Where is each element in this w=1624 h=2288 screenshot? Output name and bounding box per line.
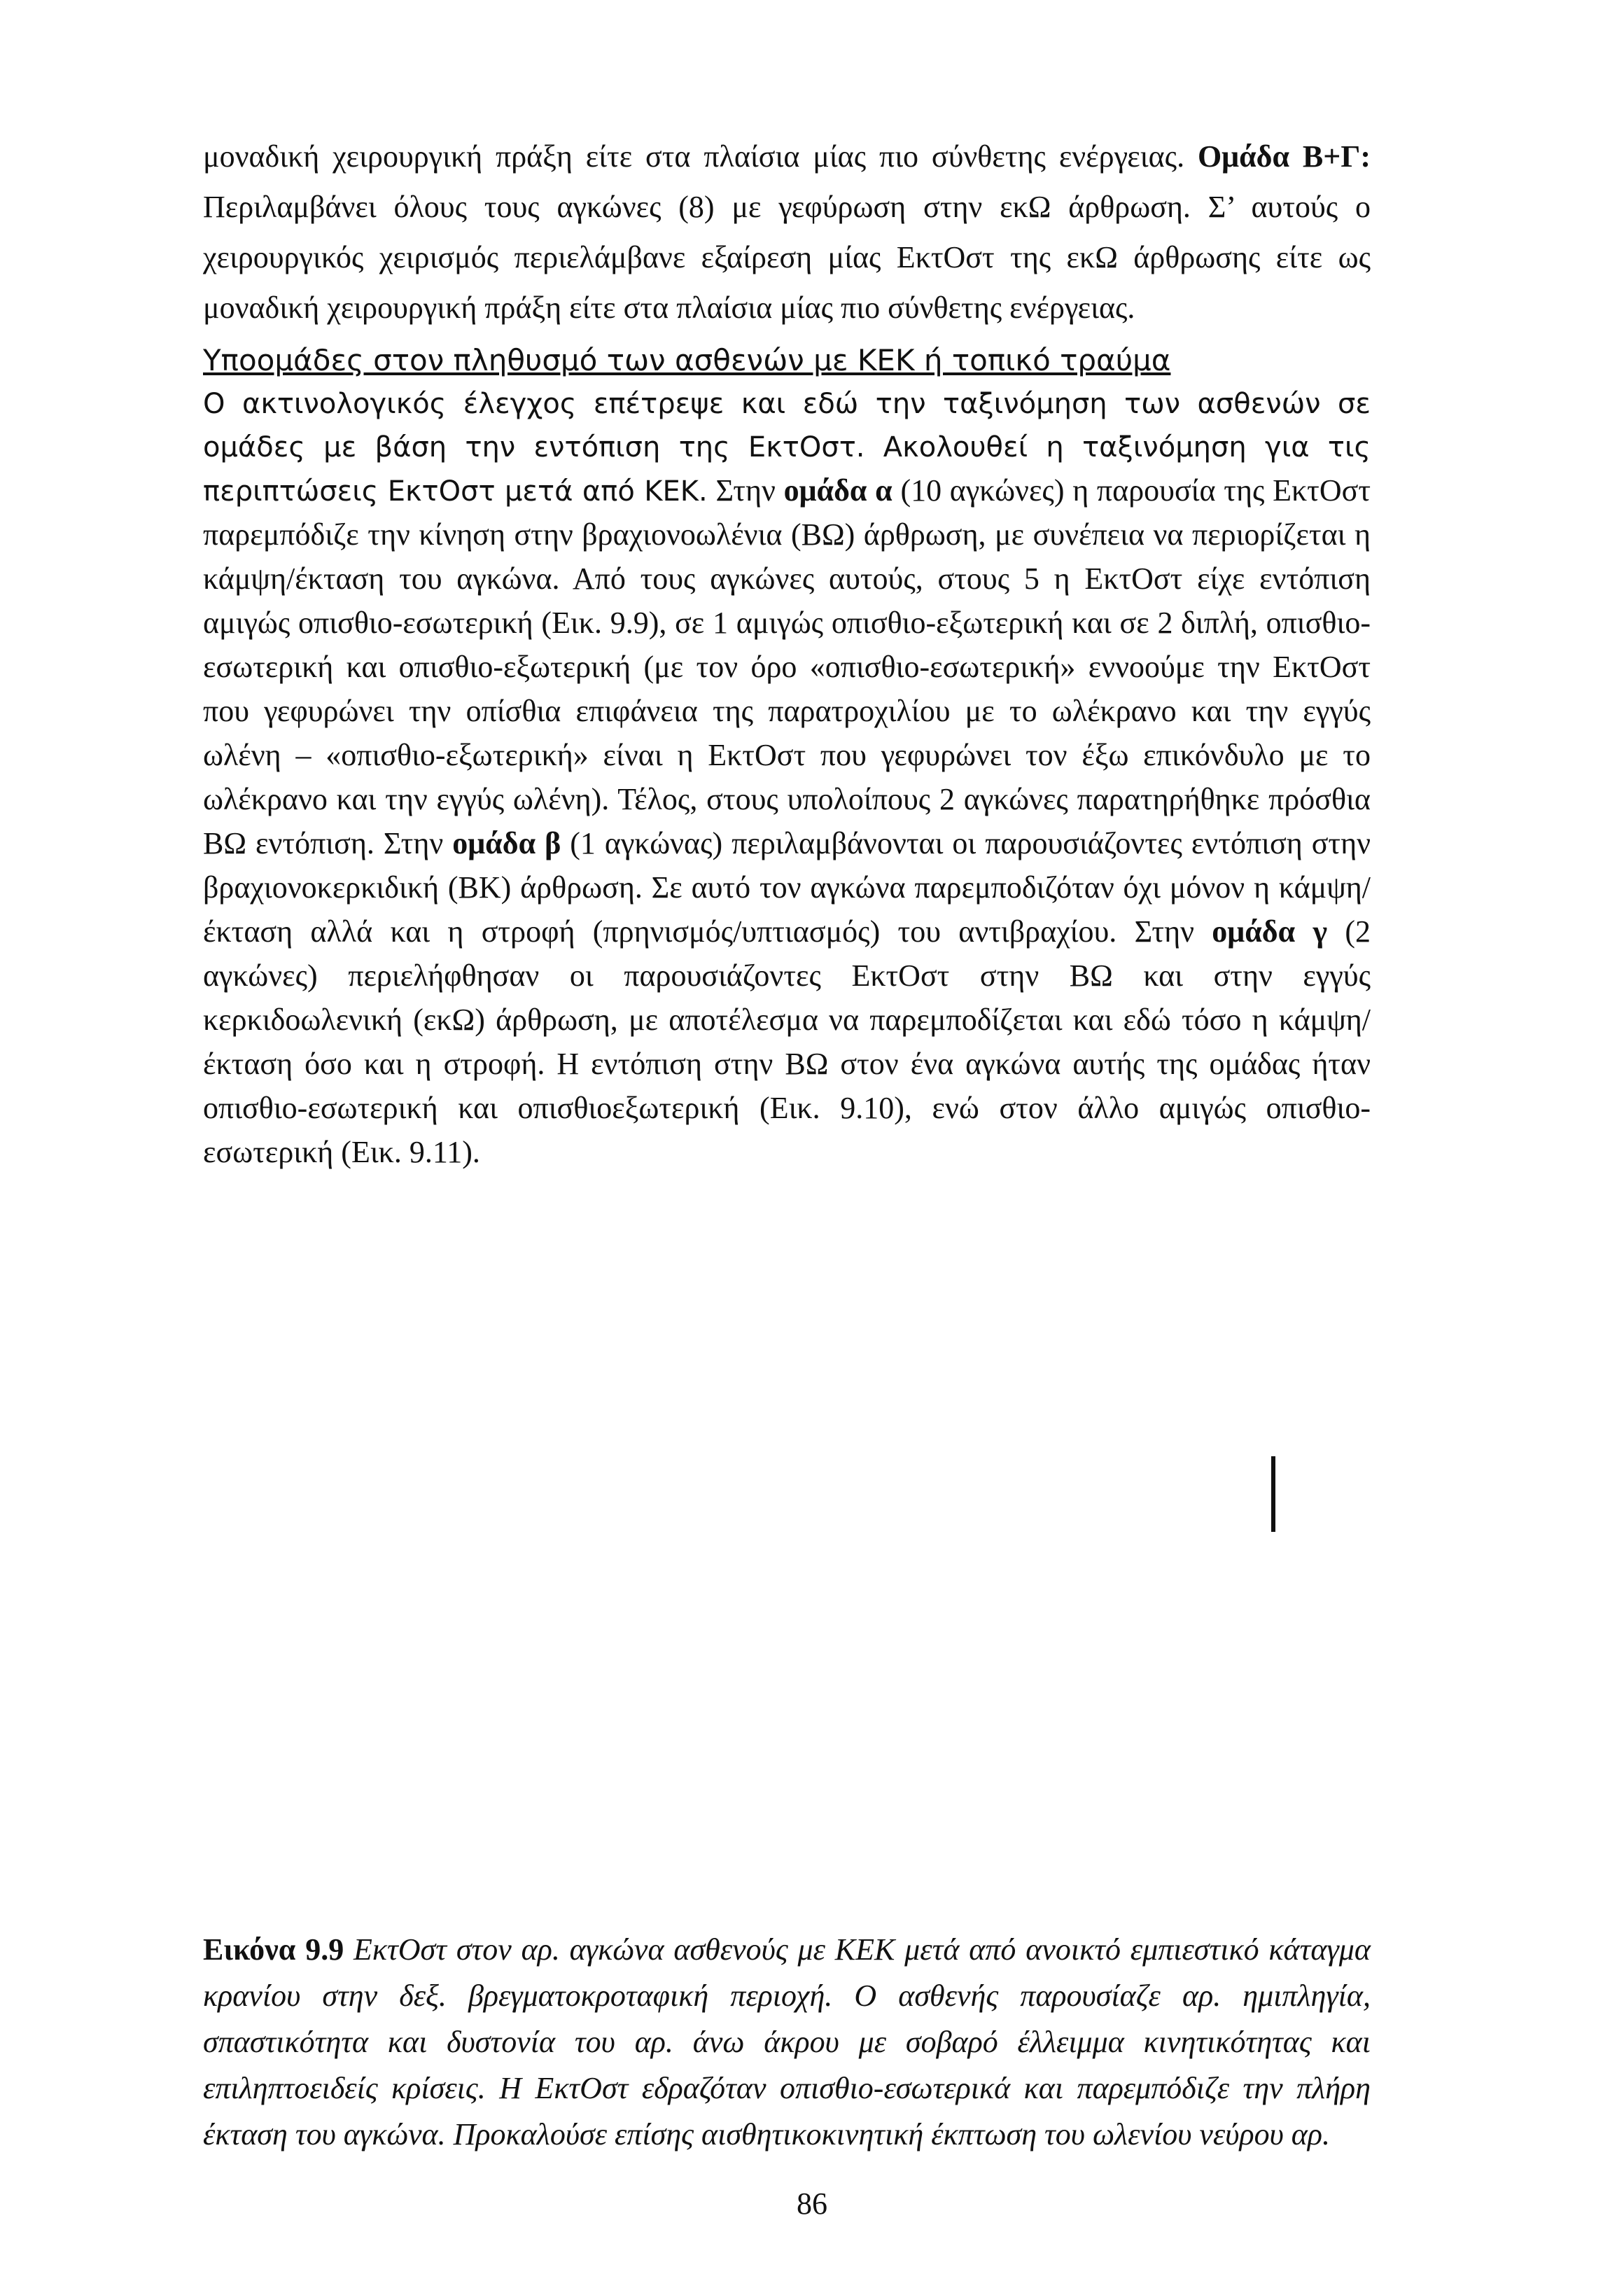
section-heading: Υποομάδες στον πληθυσμό των ασθενών με ΚΕΚ ή τοπικό τραύμα xyxy=(203,343,1171,377)
caption-text: ΕκτΟστ στον αρ. αγκώνα ασθενούς με ΚΕΚ μετά από ανοικτό εμπιεστικό κάταγμα κρανίου στην δεξ. βρεγματοκροταφική περιοχή. Ο ασθενής παρουσίαζε αρ. ημιπληγία, σπαστικότητα και δυστονία του αρ. άνω άκρου με σοβαρό έλλειμμα κινητικότητας και επιληπτοειδείς κρίσεις. Η ΕκτΟστ εδραζόταν οπισθιο-εσωτερικά και παρεμπόδιζε την πλήρη έκταση του αγκώνα. Προκαλούσε επίσης αισθητικοκινητική έκπτωση του ωλενίου νεύρου αρ. xyxy=(203,1932,1371,2151)
group-a-label: ομάδα α xyxy=(783,473,892,508)
group-c-label: ομάδα γ xyxy=(1212,914,1328,949)
section-intro: Ο ακτινολογικός έλεγχος επέτρεψε και εδώ την ταξινόμηση των ασθενών σε ομάδες με βάση την εντόπιση της ΕκτΟστ. Ακολουθεί η ταξινόμηση για τις περιπτώσεις ΕκτΟστ μετά από ΚΕΚ. xyxy=(203,388,1371,508)
paragraph-text: Στην xyxy=(707,473,784,508)
page-number: 86 xyxy=(797,2186,827,2221)
group-bg-label: Ομάδα Β+Γ: xyxy=(1197,139,1371,174)
paragraph-group-b-g xyxy=(203,132,1371,333)
figure-label: Εικόνα 9.9 xyxy=(203,1932,344,1967)
paragraph-text: μοναδική χειρουργική πράξη είτε στα πλαίσια μίας πιο σύνθετης ενέργειας. xyxy=(203,139,1198,174)
paragraph-text: (10 αγκώνες) η παρουσία της ΕκτΟστ παρεμπόδιζε την κίνηση στην βραχιονοωλένια (ΒΩ) άρθρωση, με συνέπεια να περιορίζεται η κάμψη/έκταση του αγκώνα. Από τους αγκώνες αυτούς, στους 5 η ΕκτΟστ είχε εντόπιση αμιγώς οπισθιο-εσωτερική (Εικ. 9.9), σε 1 αμιγώς οπισθιο-εξωτερική και σε 2 διπλή, οπισθιο-εσωτερική και οπισθιο-εξωτερική (με τον όρο «οπισθιο-εσωτερική» εννοούμε την ΕκτΟστ που γεφυρώνει την οπίσθια επιφάνεια της παρατροχιλίου με το ωλέκρανο και την εγγύς ωλένη – «οπισθιο-εξωτερική» είναι η ΕκτΟστ που γεφυρώνει τον έξω επικόνδυλο με το ωλέκρανο και την εγγύς ωλένη). Τέλος, στους υπολοίπους 2 αγκώνες παρατηρήθηκε πρόσθια ΒΩ εντόπιση. Στην xyxy=(203,473,1371,860)
figure-caption xyxy=(203,1927,1371,2158)
group-b-label: ομάδα β xyxy=(452,826,561,860)
figure-placeholder-mark xyxy=(1271,1456,1275,1532)
subgroups-section xyxy=(203,339,1371,1175)
paragraph-text: (2 αγκώνες) περιελήφθησαν οι παρουσιάζοντες ΕκτΟστ στην ΒΩ και στην εγγύς κερκιδοωλενική (εκΩ) άρθρωση, με αποτέλεσμα να παρεμποδίζεται και εδώ τόσο η κάμψη/έκταση όσο και η στροφή. Η εντόπιση στην ΒΩ στον ένα αγκώνα αυτής της ομάδας ήταν οπισθιο-εσωτερική και οπισθιοεξωτερική (Εικ. 9.10), ενώ στον άλλο αμιγώς οπισθιο-εσωτερική (Εικ. 9.11). xyxy=(203,914,1371,1169)
paragraph-text: (1 αγκώνας) περιλαμβάνονται οι παρουσιάζοντες εντόπιση στην βραχιονοκερκιδική (ΒΚ) άρθρωση. Σε αυτό τον αγκώνα παρεμποδιζόταν όχι μόνον η κάμψη/έκταση αλλά και η στροφή (πρηνισμός/υπτιασμός) του αντιβραχίου. Στην xyxy=(203,826,1371,949)
paragraph-text: Περιλαμβάνει όλους τους αγκώνες (8) με γεφύρωση στην εκΩ άρθρωση. Σ’ αυτούς ο χειρουργικός χειρισμός περιελάμβανε εξαίρεση μίας ΕκτΟστ της εκΩ άρθρωσης είτε ως μοναδική χειρουργική πράξη είτε στα πλαίσια μίας πιο σύνθετης ενέργειας. xyxy=(203,190,1371,325)
